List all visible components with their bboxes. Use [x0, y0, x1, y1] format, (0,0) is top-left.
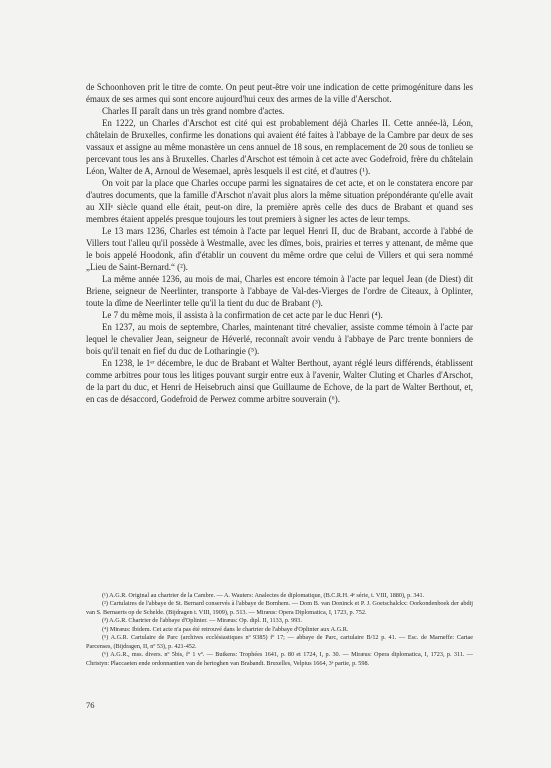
footnote: (³) A.G.R. Chartrier de l'abbaye d'Oplinter. — Miræus: Op. dipl. II, 1133, p. 993.	[102, 617, 302, 625]
page-number: 76	[86, 700, 95, 710]
footnotes	[86, 592, 473, 668]
paragraph: On voit par la place que Charles occupe parmi les signataires de cet acte, et on le constatera encore par d'autres documents, que la famille d'Arschot n'avait plus alors la même situation prépondérante qu'elle avait au XIIᵉ siècle quand elle était, peut-on dire, la première après celle des ducs de Brabant et quand ses membres étaient appelés presque toujours les tout premiers à signer les actes de leur temps.	[86, 178, 473, 224]
paragraph: Charles II paraît dans un très grand nombre d'actes.	[102, 106, 285, 116]
paragraph: Le 7 du même mois, il assista à la confirmation de cet acte par le duc Henri (⁴).	[102, 310, 383, 320]
paragraph: En 1238, le 1ᵉʳ décembre, le duc de Brabant et Walter Berthout, ayant réglé leurs différends, établissent comme arbitres pour tous les litiges pouvant surgir entre eux à l'avenir, Walter Cluting et Charles d'Arschot, de la part du duc, et Henri de Heisebruch ainsi que Guillaume de Echove, de la part de Walter Berthout, et, en cas de désaccord, Godefroid de Perwez comme arbitre souverain (⁶).	[86, 358, 473, 404]
footnote: (¹) A.G.R. Original au chartrier de la Cambre. — A. Wauters: Analectes de diplomatique, (B.C.R.H. 4ᵉ série, t. VIII, 1880), p. 341.	[102, 592, 425, 599]
paragraph: En 1237, au mois de septembre, Charles, maintenant titré chevalier, assiste comme témoin à l'acte par lequel le chevalier Jean, seigneur de Héverlé, reconnaît avoir vendu à l'abbaye de Parc trente bonniers de bois qu'il tenait en fief du duc de Lotharingie (⁵).	[86, 322, 473, 356]
footnote: (²) Cartulaires de l'abbaye de St. Bernard conservés à l'abbaye de Bornhem. — Dom B. van Doninck et P. J. Goetschalckx: Oorkondenboek der abdij van S. Bernaerts op de Schelde. (Bijdragen t. VIII, 1909), p. 513. — Miræus: Opera Diplomatica, I, 1723, p. 752.	[86, 600, 473, 616]
body-text	[86, 81, 473, 405]
paragraph: de Schoonhoven prit le titre de comte. On peut peut-être voir une indication de cette primogéniture dans les émaux de ses armes qui sont encore aujourd'hui ceux des armes de la ville d'Aerschot.	[86, 82, 473, 104]
footnote: (⁶) A.G.R., mss. divers. nº 5bis, fº 1 vº. — Butkens: Trophées 1641, p. 80 et 1724, I, p. 30. — Miræus: Opera diplomatica, I, 1723, p. 311. — Christyn: Placcaeten ende ordonnantien van de hertoghen van Brabandt. Bruxelles, Velpius 1664, 3ᵉ partie, p. 598.	[86, 651, 473, 667]
paragraph: Le 13 mars 1236, Charles est témoin à l'acte par lequel Henri II, duc de Brabant, accorde à l'abbé de Villers tout l'alleu qu'il possède à Westmalle, avec les dîmes, bois, prairies et terres y attenant, de même que le bois appelé Hoodonk, afin d'établir un couvent du même ordre que celui de Villers et qui sera nommé „Lieu de Saint-Bernard.“ (²).	[86, 226, 473, 272]
footnote: (⁵) A.G.R. Cartulaire de Parc (archives ecclésiastiques nº 9385) fº 17; — abbaye de Parc, cartulaire B/12 p. 41. — Esc. de Marneffe: Cartae Parcenses, (Bijdragen, II, nº 53), p. 421-452.	[86, 634, 473, 650]
paragraph: La même année 1236, au mois de mai, Charles est encore témoin à l'acte par lequel Jean (de Diest) dit Briene, seigneur de Neerlinter, transporte à l'abbaye de Val-des-Vierges de l'ordre de Citeaux, à Oplinter, toute la dîme de Neerlinter telle qu'il la tient du duc de Brabant (³).	[86, 274, 473, 308]
footnote: (⁴) Miræus: Ibidem. Cet acte n'a pas été retrouvé dans le chartrier de l'abbaye d'Oplinter aux A.G.R.	[102, 625, 349, 633]
paragraph: En 1222, un Charles d'Arschot est cité qui est probablement déjà Charles II. Cette année-là, Léon, châtelain de Bruxelles, confirme les donations qui avaient été faites à l'abbaye de la Cambre par deux de ses vassaux et assigne au même monastère un cens annuel de 18 sous, en remplacement de 20 sous de tonlieu se percevant tous les ans à Bruxelles. Charles d'Arschot est témoin à cet acte avec Godefroid, frère du châtelain Léon, Walter de A, Arnoul de Wesemael, après lesquels il est cité, et d'autres (¹).	[86, 118, 473, 176]
